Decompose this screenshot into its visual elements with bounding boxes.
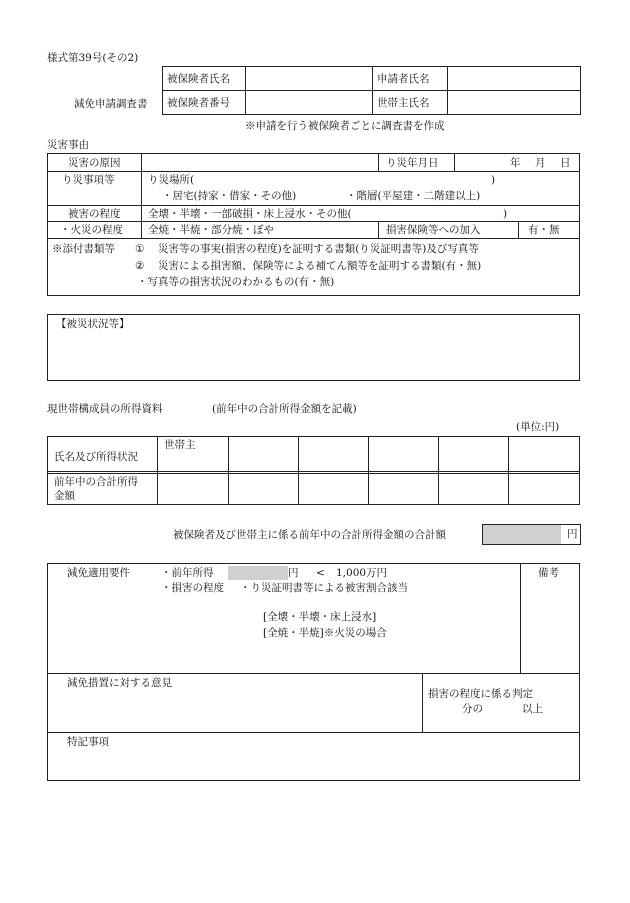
prev-income-field[interactable] [228, 566, 288, 580]
degree-options[interactable]: 全壊・半壊・一部破損・床上浸水・その他( [148, 208, 352, 220]
damage-status-box[interactable] [47, 314, 580, 381]
damage-status-label: 【被災状況等】 [56, 318, 130, 330]
householder-header: 世帯主 [164, 439, 196, 451]
date-year: 年 [510, 157, 521, 169]
disaster-table [47, 153, 580, 296]
case-1: [全壊・半壊・床上浸水] [263, 611, 377, 623]
matters-label: り災事項等 [62, 174, 115, 186]
attachment-1-text: 災害等の事実(損害の程度)を証明する書類(り災証明書等)及び写真等 [158, 243, 479, 255]
degree-label: 被害の程度 [68, 208, 121, 220]
degree-close: ) [503, 208, 508, 220]
date-day: 日 [560, 157, 571, 169]
total-income-unit: 円 [567, 528, 578, 540]
requirements-label: 減免適用要件 [67, 567, 130, 579]
header-table [162, 66, 581, 115]
form-number: 様式第39号(その2) [47, 52, 139, 64]
fire-label: ・火災の程度 [60, 224, 123, 236]
attachment-1-number: ① [135, 243, 145, 255]
disaster-section-title: 災害事由 [47, 139, 89, 151]
certificate-label: ・り災証明書等による被害割合該当 [240, 582, 408, 594]
attachment-3-text: ・写真等の損害状況のわかるもの(有・無) [137, 276, 335, 288]
prev-income-yen: 円 [288, 567, 299, 579]
opinion-label: 減免措置に対する意見 [67, 677, 172, 689]
income-section-note: (前年中の合計所得金額を記載) [212, 403, 357, 415]
damage-degree-label: ・損害の程度 [161, 582, 224, 594]
unit-label: (単位:円) [516, 421, 560, 433]
income-row2-label-2: 金額 [54, 490, 75, 502]
attachments-label: ※添付書類等 [52, 243, 115, 255]
cause-field[interactable] [143, 155, 376, 170]
insurance-label: 損害保険等への加入 [386, 224, 481, 236]
judgment-label: 損害の程度に係る判定 [428, 688, 533, 700]
attachment-2-text: 災害による損害額、保険等による補てん額等を証明する書類(有・無) [158, 260, 482, 272]
insured-name-field[interactable] [246, 67, 373, 91]
income-row1-label: 氏名及び所得状況 [54, 451, 138, 463]
cause-label: 災害の原因 [68, 157, 121, 169]
residence-options[interactable]: ・居宅(持家・借家・その他) [162, 190, 297, 202]
fire-options[interactable]: 全焼・半焼・部分焼・ぼや [148, 224, 274, 236]
income-threshold: 1,000万円 [336, 567, 388, 579]
applicant-name-field[interactable] [448, 67, 581, 91]
insured-number-field[interactable] [246, 91, 373, 115]
insured-number-label: 被保険者番号 [163, 91, 246, 115]
place-close: ) [491, 174, 496, 186]
header-note: ※申請を行う被保険者ごとに調査書を作成 [245, 120, 445, 132]
applicant-name-label: 申請者氏名 [373, 67, 448, 91]
form-title: 減免申請調査書 [74, 98, 148, 110]
total-income-label: 被保険者及び世帯主に係る前年中の合計所得金額の合計額 [173, 529, 446, 541]
case-2: [全焼・半焼]※火災の場合 [263, 627, 387, 639]
judgment-above: 以上 [522, 703, 543, 715]
householder-name-label: 世帯主氏名 [373, 91, 448, 115]
householder-name-field[interactable] [448, 91, 581, 115]
remarks-label: 備考 [538, 567, 559, 579]
income-row2-label-1: 前年中の合計所得 [54, 476, 138, 488]
reduction-table [47, 563, 580, 781]
floor-options[interactable]: ・階層(平屋建・二階建以上) [346, 190, 481, 202]
less-than-sign: < [316, 567, 325, 579]
date-label: り災年月日 [386, 157, 439, 169]
income-table [47, 436, 580, 505]
income-section-title: 現世帯構成員の所得資料 [47, 403, 163, 415]
place-label: り災場所( [148, 174, 195, 186]
date-month: 月 [535, 157, 546, 169]
total-income-field[interactable] [482, 524, 581, 545]
attachment-2-number: ② [135, 260, 145, 272]
insured-name-label: 被保険者氏名 [163, 67, 246, 91]
judgment-fraction: 分の [462, 703, 483, 715]
special-notes-label: 特記事項 [67, 736, 109, 748]
prev-income-label: ・前年所得 [161, 567, 214, 579]
insurance-options[interactable]: 有・無 [528, 224, 560, 236]
